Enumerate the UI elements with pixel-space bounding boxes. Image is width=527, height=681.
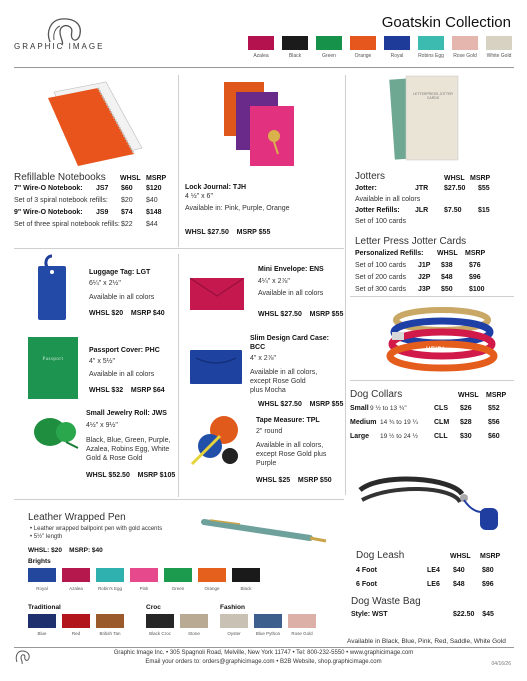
column-divider-2 xyxy=(345,75,346,495)
dog-collars-title: Dog Collars xyxy=(350,389,403,400)
notebook-row-name: 9" Wire-O Notebook: xyxy=(14,209,83,216)
pen-swatch-label: British Tan xyxy=(99,631,121,636)
letter-press-row-name: Set of 100 cards xyxy=(355,262,406,269)
tape-measure-title: Tape Measure: TPL xyxy=(256,417,320,424)
dog-leash-row-name: 6 Foot xyxy=(356,581,377,588)
notebook-row-msrp: $40 xyxy=(146,197,158,204)
notebook-row-whsl: $74 xyxy=(121,209,133,216)
card-case-title: Slim Design Card Case: BCC xyxy=(250,335,329,351)
dog-collar-row-msrp: $56 xyxy=(488,419,500,426)
swatch-5 xyxy=(418,36,444,50)
jewelry-roll-size: 4½" x 9½" xyxy=(86,422,118,429)
swatch-1 xyxy=(282,36,308,50)
footer-email: Email your orders to: orders@graphicimage.com • B2B Website, shop.graphicimage.com xyxy=(145,659,382,665)
pen-swatch-label: Robin's Egg xyxy=(97,586,123,591)
dog-leash-col-whsl: WHSL xyxy=(450,553,471,560)
jotter-row-name: Available in all colors xyxy=(355,196,421,203)
notebook-row-name: Set of 3 spiral notebook refills: xyxy=(14,197,108,204)
letter-press-row-whsl: $38 xyxy=(441,262,453,269)
swatch-4 xyxy=(384,36,410,50)
jotter-row-msrp: $55 xyxy=(478,185,490,192)
swatch-label: Royal xyxy=(390,53,404,59)
pen-swatch-traditional xyxy=(96,614,124,628)
notebook-row-code: JS9 xyxy=(96,209,109,216)
tape-measure-size: 2" round xyxy=(256,428,283,435)
swatch-label: White Gold xyxy=(486,53,512,59)
pen-swatch-label: Red xyxy=(71,631,81,636)
pen-swatch-label: Pink xyxy=(139,586,149,591)
pen-swatch-label: Blue Python xyxy=(255,631,281,636)
notebooks-col-whsl: WHSL xyxy=(120,175,141,182)
letter-press-title: Letter Press Jotter Cards xyxy=(355,236,467,247)
footer-address: Graphic Image Inc. • 305 Spagnoli Road, Melville, New York 11747 • Tel: 800-232-5550 • www.graphicimage.com xyxy=(113,650,414,656)
jewelry-roll-image xyxy=(28,412,80,450)
letter-press-row-code: J3P xyxy=(418,286,431,293)
dog-leash-row-whsl: $40 xyxy=(453,567,465,574)
jewelry-roll-title: Small Jewelry Roll: JWS xyxy=(86,410,167,417)
footer-date: 04/16/26 xyxy=(491,661,511,667)
mini-envelope-image xyxy=(190,278,246,312)
pen-divider xyxy=(14,499,344,500)
dog-collar-row-whsl: $28 xyxy=(460,419,472,426)
pen-swatch-label: Orange xyxy=(204,586,220,591)
swatch-label: Orange xyxy=(354,53,372,59)
pen-swatch-label: Black Croc xyxy=(149,631,171,636)
passport-price: WHSL $32 MSRP $64 xyxy=(89,387,165,394)
pen-swatch-bright xyxy=(130,568,158,582)
dog-collar-row-size: Large xyxy=(350,433,370,440)
swatch-label: Rose Gold xyxy=(453,53,477,59)
fashion-title: Fashion xyxy=(220,604,245,611)
swatch-label: Green xyxy=(322,53,336,59)
jewelry-roll-price: WHSL $52.50 MSRP $105 xyxy=(86,472,176,479)
pen-swatch-bright xyxy=(28,568,56,582)
jotter-row-msrp: $15 xyxy=(478,207,490,214)
notebook-row-whsl: $20 xyxy=(121,197,133,204)
mini-envelope-size: 4¼" x 2⅞" xyxy=(258,278,290,285)
pen-swatch-croc xyxy=(180,614,208,628)
letter-press-col-whsl: WHSL xyxy=(437,250,458,257)
passport-image xyxy=(28,337,78,399)
card-case-availability: Available in all colors, except Rose Gold plus Mocha xyxy=(250,369,318,394)
traditional-title: Traditional xyxy=(28,604,61,611)
swatch-label: Black xyxy=(288,53,302,59)
passport-cover-text: Passport xyxy=(42,357,64,362)
jotter-row-name: Set of 100 cards xyxy=(355,218,406,225)
pen-swatch-fashion xyxy=(254,614,282,628)
dog-collar-row-dims: 14 ¾ to 19 ¼ xyxy=(380,419,418,426)
pen-swatch-bright xyxy=(198,568,226,582)
dog-waste-bag-availability: Available in Black, Blue, Pink, Red, Saddle, White Gold xyxy=(347,638,506,645)
dog-collar-row-msrp: $60 xyxy=(488,433,500,440)
pen-title: Leather Wrapped Pen xyxy=(28,512,126,523)
notebook-row-code: JS7 xyxy=(96,185,109,192)
jotter-row-whsl: $27.50 xyxy=(444,185,466,192)
pen-swatch-label: Oyster xyxy=(227,631,241,636)
swatch-label: Azalea xyxy=(253,53,269,59)
pen-swatch-label: Stone xyxy=(188,631,200,636)
letter-press-row-msrp: $100 xyxy=(469,286,485,293)
dog-collar-row-dims: 9 ½ to 13 ¾" xyxy=(370,405,407,412)
swatch-7 xyxy=(486,36,512,50)
pen-swatch-bright xyxy=(96,568,124,582)
dog-collar-row-code: CLS xyxy=(434,405,448,412)
column-divider-3 xyxy=(178,254,179,497)
swatch-2 xyxy=(316,36,342,50)
dog-leash-image xyxy=(352,472,514,542)
swatch-6 xyxy=(452,36,478,50)
notebook-row-whsl: $22 xyxy=(121,221,133,228)
luggage-tag-title: Luggage Tag: LGT xyxy=(89,269,151,276)
pen-swatch-label: Royal xyxy=(36,586,48,591)
dog-collar-row-msrp: $52 xyxy=(488,405,500,412)
dog-waste-bag-style: Style: WST xyxy=(351,611,388,618)
pen-swatch-label: Azalea xyxy=(69,586,83,591)
letter-press-col-msrp: MSRP xyxy=(465,250,486,257)
passport-size: 4" x 5½" xyxy=(89,358,115,365)
pen-swatch-label: Green xyxy=(171,586,185,591)
card-case-image xyxy=(190,348,242,386)
dog-collar-row-code: CLL xyxy=(434,433,448,440)
jotter-row-whsl: $7.50 xyxy=(444,207,462,214)
luggage-tag-size: 6¼" x 2½" xyxy=(89,280,121,287)
header-divider xyxy=(14,67,514,68)
column-divider-1 xyxy=(178,75,179,247)
jotter-row-name: Jotter Refills: xyxy=(355,207,400,214)
dog-leash-row-msrp: $80 xyxy=(482,567,494,574)
collar-name-text: HEIDI xyxy=(426,347,445,353)
pen-swatch-fashion xyxy=(288,614,316,628)
row-divider xyxy=(14,248,344,249)
dog-waste-bag-price: $22.50 $45 xyxy=(453,611,494,618)
notebook-image xyxy=(46,78,150,166)
letter-press-row-code: J2P xyxy=(418,274,431,281)
letter-press-row-name: Set of 300 cards xyxy=(355,286,406,293)
pen-swatch-label: Blue xyxy=(37,631,47,636)
swatch-label: Robins Egg xyxy=(418,53,444,59)
swatch-0 xyxy=(248,36,274,50)
dog-leash-row-code: LE6 xyxy=(427,581,440,588)
luggage-tag-price: WHSL $20 MSRP $40 xyxy=(89,310,165,317)
dog-leash-col-msrp: MSRP xyxy=(480,553,501,560)
dog-collar-row-size: Medium xyxy=(350,419,377,426)
footer-divider xyxy=(14,647,514,648)
jotter-divider xyxy=(350,296,514,297)
dog-collars-col-msrp: MSRP xyxy=(486,392,507,399)
notebook-row-whsl: $60 xyxy=(121,185,133,192)
pen-swatch-bright xyxy=(164,568,192,582)
dog-leash-row-whsl: $48 xyxy=(453,581,465,588)
brand-name: GRAPHIC IMAGE xyxy=(14,42,105,51)
notebooks-col-msrp: MSRP xyxy=(146,175,167,182)
passport-title: Passport Cover: PHC xyxy=(89,347,160,354)
jotter-image xyxy=(386,74,466,166)
luggage-tag-availability: Available in all colors xyxy=(89,294,155,301)
jotters-col-whsl: WHSL xyxy=(444,175,465,182)
dog-leash-title: Dog Leash xyxy=(356,550,405,561)
letter-press-header: Personalized Refills: xyxy=(355,250,424,257)
letter-press-row-whsl: $48 xyxy=(441,274,453,281)
jotter-row-code: JTR xyxy=(415,185,429,192)
pen-swatch-fashion xyxy=(220,614,248,628)
pen-swatch-traditional xyxy=(62,614,90,628)
notebook-row-msrp: $148 xyxy=(146,209,162,216)
dog-collar-row-dims: 19 ½ to 24 ½ xyxy=(380,433,418,440)
dog-leash-row-msrp: $96 xyxy=(482,581,494,588)
dog-waste-bag-title: Dog Waste Bag xyxy=(351,596,421,607)
pen-bullet-2: • 5½" length xyxy=(30,534,63,540)
dog-leash-row-code: LE4 xyxy=(427,567,440,574)
pen-swatch-croc xyxy=(146,614,174,628)
brights-title: Brights xyxy=(28,558,51,565)
luggage-tag-image xyxy=(32,254,72,322)
pen-swatch-label: Rose Gold xyxy=(291,631,313,636)
passport-availability: Available in all colors xyxy=(89,371,155,378)
collection-title: Goatskin Collection xyxy=(381,14,511,31)
dog-collar-row-whsl: $30 xyxy=(460,433,472,440)
notebook-row-msrp: $44 xyxy=(146,221,158,228)
tape-measure-price: WHSL $25 MSRP $50 xyxy=(256,477,332,484)
lock-journal-title: Lock Journal: TJH xyxy=(185,184,247,191)
jotter-row-name: Jotter: xyxy=(355,185,377,192)
dog-divider xyxy=(350,380,514,381)
croc-title: Croc xyxy=(146,604,161,611)
letter-press-row-code: J1P xyxy=(418,262,431,269)
pen-price: WHSL: $20 MSRP: $40 xyxy=(28,547,103,554)
dog-collar-row-code: CLM xyxy=(434,419,450,426)
dog-leash-row-name: 4 Foot xyxy=(356,567,377,574)
notebook-row-name: Set of three spiral notebook refills: xyxy=(14,221,120,228)
notebooks-title: Refillable Notebooks xyxy=(14,172,106,183)
card-case-price: WHSL $27.50 MSRP $55 xyxy=(258,401,344,408)
lock-journal-availability: Available in: Pink, Purple, Orange xyxy=(185,205,290,212)
letter-press-row-msrp: $96 xyxy=(469,274,481,281)
letter-press-row-name: Set of 200 cards xyxy=(355,274,406,281)
swatch-3 xyxy=(350,36,376,50)
card-case-size: 4" x 2⅞" xyxy=(250,355,276,362)
pen-swatch-bright xyxy=(62,568,90,582)
tape-measure-image xyxy=(186,412,244,470)
jotter-card-text: LETTERPRESS JOTTER CARDS xyxy=(413,92,453,100)
jewelry-roll-availability: Black, Blue, Green, Purple, Azalea, Robins Egg, White Gold & Rose Gold xyxy=(86,437,171,462)
dog-collar-row-whsl: $26 xyxy=(460,405,472,412)
notebook-row-name: 7" Wire-O Notebook: xyxy=(14,185,83,192)
jotters-title: Jotters xyxy=(355,171,386,182)
lock-journal-price: WHSL $27.50 MSRP $55 xyxy=(185,229,271,236)
letter-press-row-msrp: $76 xyxy=(469,262,481,269)
dog-collars-col-whsl: WHSL xyxy=(458,392,479,399)
letter-press-row-whsl: $50 xyxy=(441,286,453,293)
mini-envelope-title: Mini Envelope: ENS xyxy=(258,266,324,273)
dog-collar-row-size: Small xyxy=(350,405,369,412)
pen-swatch-bright xyxy=(232,568,260,582)
jotters-col-msrp: MSRP xyxy=(470,175,491,182)
dog-collar-image xyxy=(382,306,502,376)
mini-envelope-price: WHSL $27.50 MSRP $55 xyxy=(258,311,344,318)
lock-journal-size: 4 ½" x 6" xyxy=(185,193,213,200)
pen-swatch-label: Black xyxy=(240,586,252,591)
pen-swatch-traditional xyxy=(28,614,56,628)
pen-image xyxy=(200,516,330,546)
lock-journal-image xyxy=(218,80,310,172)
jotter-row-code: JLR xyxy=(415,207,429,214)
mini-envelope-availability: Available in all colors xyxy=(258,290,324,297)
tape-measure-availability: Available in all colors, except Rose Gold plus Purple xyxy=(256,442,327,467)
notebook-row-msrp: $120 xyxy=(146,185,162,192)
pen-bullet-1: • Leather wrapped ballpoint pen with gold accents xyxy=(30,526,163,532)
